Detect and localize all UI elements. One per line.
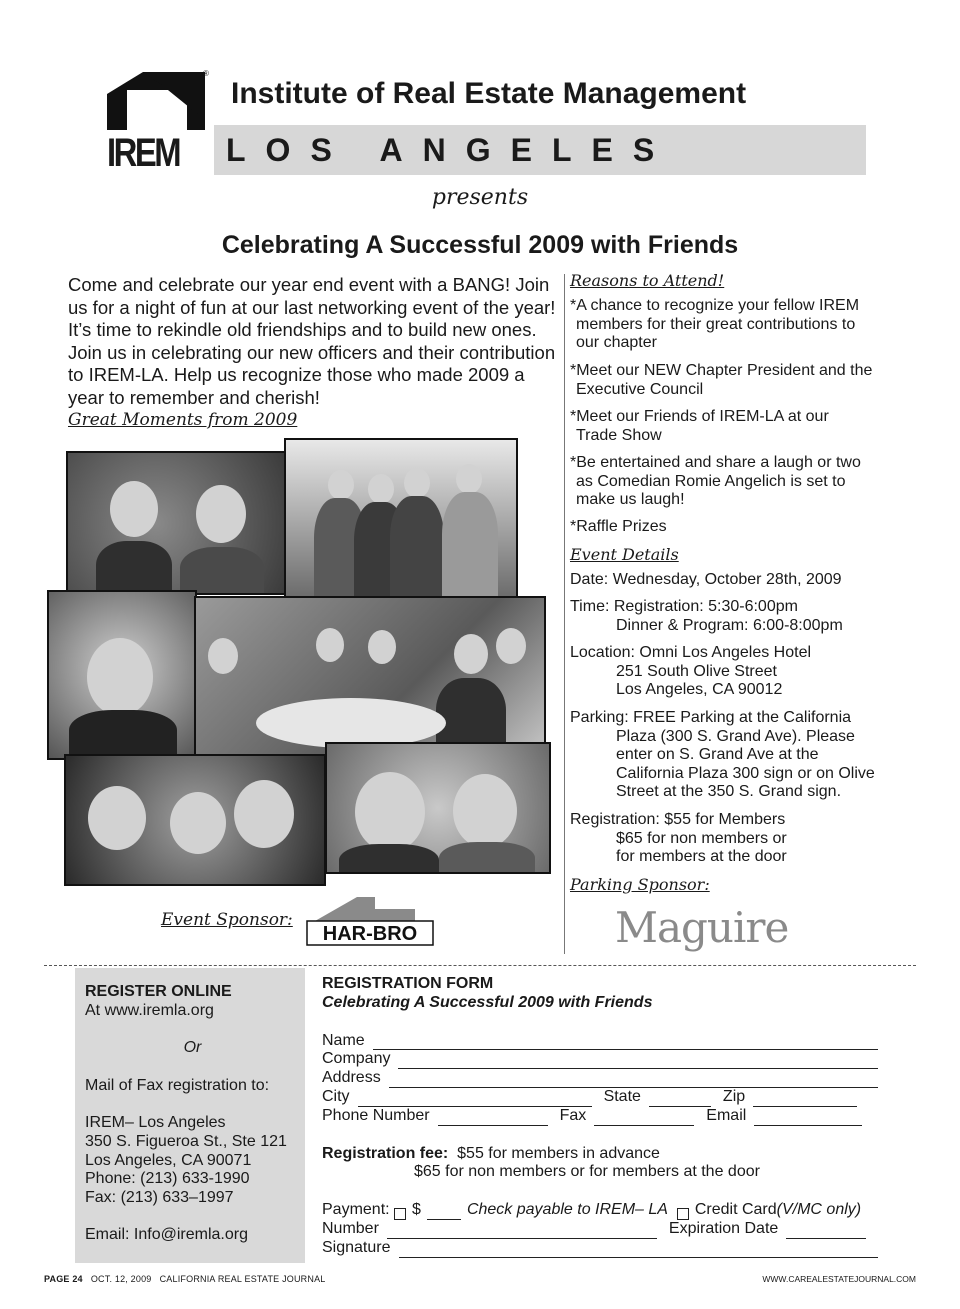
reason-item-1: [570, 297, 900, 353]
address-field[interactable]: [389, 1073, 878, 1088]
reason-line: *Be entertained and share a laugh or two: [570, 454, 861, 471]
registration-line: for members at the door: [616, 848, 787, 865]
org-city: Los Angeles, CA 90071: [85, 1151, 252, 1169]
cut-line: [44, 965, 916, 966]
location-line: Los Angeles, CA 90012: [616, 681, 783, 698]
event-photo-1: [66, 451, 288, 595]
time-line: Dinner & Program: 6:00-8:00pm: [616, 616, 843, 634]
phone-field[interactable]: [438, 1111, 548, 1126]
form-subheading: Celebrating A Successful 2009 with Friends: [322, 993, 653, 1011]
form-heading: REGISTRATION FORM: [322, 975, 494, 992]
address-label: Address: [322, 1069, 381, 1087]
fax-label: Fax: [559, 1106, 587, 1124]
payment-label: Payment:: [322, 1201, 390, 1219]
city-label: City: [322, 1087, 350, 1105]
parking-line: Parking: FREE Parking at the California: [570, 709, 852, 726]
reasons-heading: Reasons to Attend!: [570, 271, 725, 290]
event-photo-3: [47, 590, 197, 760]
register-online-heading: REGISTER ONLINE: [85, 983, 232, 1000]
company-label: Company: [322, 1050, 391, 1068]
expiration-label: Expiration Date: [668, 1219, 779, 1237]
footer-left: [44, 1274, 325, 1284]
state-field[interactable]: [649, 1092, 711, 1107]
signature-label: Signature: [322, 1238, 391, 1256]
chapter-banner: [214, 125, 866, 175]
signature-field[interactable]: [399, 1243, 879, 1258]
city-row: [322, 1088, 892, 1107]
reason-line: members for their great contributions to: [576, 315, 856, 333]
parking-sponsor-label: Parking Sponsor:: [570, 875, 710, 894]
parking-line: Plaza (300 S. Grand Ave). Please: [616, 727, 855, 745]
event-photo-6: [325, 742, 551, 874]
location-line: Location: Omni Los Angeles Hotel: [570, 644, 812, 661]
reason-item-2: [570, 362, 900, 399]
irem-logo-text: IREM: [107, 131, 180, 175]
institute-title: Institute of Real Estate Management: [231, 77, 747, 110]
maguire-logo: Maguire: [615, 903, 789, 952]
reason-item-4: [570, 454, 900, 510]
reason-line: Executive Council: [576, 380, 704, 398]
event-sponsor-label: Event Sponsor:: [161, 910, 293, 930]
org-fax: Fax: (213) 633–1997: [85, 1188, 234, 1206]
registration-line: $65 for non members or: [616, 829, 787, 847]
parking-line: Street at the 350 S. Grand sign.: [616, 783, 842, 800]
time-line: Time: Registration: 5:30-6:00pm: [570, 598, 798, 615]
reason-line: Trade Show: [576, 426, 662, 444]
state-label: State: [603, 1087, 641, 1105]
reason-line: *Raffle Prizes: [570, 518, 667, 535]
event-photo-2: [284, 438, 518, 600]
org-phone: Phone: (213) 633-1990: [85, 1170, 250, 1188]
phone-label: Phone Number: [322, 1106, 430, 1124]
intro-paragraph: Come and celebrate our year end event with a BANG! Join us for a night of fun at our last networking event of the year! It’s time to rekindle old friendships and to build new ones. Join us in celebrating our new officers and their contribution to IREM-LA. Help us recognize those who made 2009 a year to remember and cherish!: [68, 274, 556, 408]
event-registration: [570, 811, 900, 867]
payment-row: [322, 1201, 892, 1220]
location-line: 251 South Olive Street: [616, 662, 777, 680]
fee-members: $55 for members in advance: [457, 1144, 660, 1162]
org-street: 350 S. Figueroa St., Ste 121: [85, 1132, 287, 1150]
harbro-logo: [305, 895, 435, 947]
name-field[interactable]: [373, 1035, 878, 1050]
reason-line: *A chance to recognize your fellow IREM: [570, 297, 860, 314]
journal-name: CALIFORNIA REAL ESTATE JOURNAL: [159, 1274, 326, 1284]
harbro-logo-text: HAR-BRO: [322, 923, 418, 945]
amount-field[interactable]: [427, 1205, 461, 1220]
address-row: [322, 1069, 892, 1088]
parking-line: California Plaza 300 sign or on Olive: [616, 764, 875, 782]
register-site: At www.iremla.org: [85, 1001, 214, 1019]
register-online-box: [75, 968, 305, 1263]
reason-line: our chapter: [576, 334, 657, 351]
event-location: [570, 644, 900, 700]
credit-card-label: Credit Card: [694, 1201, 777, 1219]
issue-date: OCT. 12, 2009: [90, 1274, 152, 1284]
registered-mark: ®: [203, 69, 209, 78]
page-number: PAGE 24: [44, 1274, 83, 1284]
zip-label: Zip: [722, 1087, 746, 1105]
column-divider: [564, 274, 565, 954]
number-label: Number: [322, 1219, 379, 1237]
fee-label: Registration fee:: [322, 1144, 449, 1162]
fee-non-members: $65 for non members or for members at the door: [414, 1163, 760, 1181]
reason-item-5: [570, 518, 900, 537]
check-payable-text: Check payable to IREM– LA: [466, 1201, 668, 1219]
credit-card-note: (V/MC only): [776, 1201, 862, 1219]
city-field[interactable]: [358, 1092, 592, 1107]
presents-text: presents: [431, 185, 529, 210]
moments-heading: Great Moments from 2009: [68, 410, 298, 430]
irem-logo-house-icon: [107, 72, 205, 130]
reason-line: *Meet our Friends of IREM-LA at our: [570, 408, 829, 425]
org-email: Email: Info@iremla.org: [85, 1226, 248, 1244]
reason-item-3: [570, 408, 900, 445]
parking-line: enter on S. Grand Ave at the: [616, 746, 819, 763]
card-number-row: [322, 1220, 892, 1239]
expiration-field[interactable]: [786, 1224, 866, 1239]
or-text: Or: [183, 1039, 202, 1057]
phone-row: [322, 1107, 892, 1126]
reason-line: as Comedian Romie Angelich is set to: [576, 472, 846, 490]
reason-line: make us laugh!: [576, 491, 685, 508]
company-row: [322, 1050, 892, 1069]
name-row: [322, 1032, 892, 1051]
event-details-heading: Event Details: [570, 545, 679, 564]
event-date: Date: Wednesday, October 28th, 2009: [570, 571, 842, 588]
dollar-sign: $: [412, 1201, 421, 1219]
event-photo-4: [194, 596, 546, 760]
registration-line: Registration: $55 for Members: [570, 811, 786, 828]
chapter-name: LOS ANGELES: [226, 132, 675, 168]
mail-fax-text: Mail of Fax registration to:: [85, 1076, 270, 1094]
email-label: Email: [706, 1106, 747, 1124]
event-parking: [570, 709, 900, 802]
registration-form: [322, 975, 892, 1258]
event-time: [570, 598, 900, 635]
signature-row: [322, 1239, 892, 1258]
event-photo-5: [64, 754, 326, 886]
fax-field[interactable]: [594, 1111, 694, 1126]
email-field[interactable]: [754, 1111, 862, 1126]
org-name: IREM– Los Angeles: [85, 1114, 226, 1132]
credit-card-checkbox[interactable]: [677, 1208, 689, 1220]
fee-row: [322, 1145, 892, 1164]
zip-field[interactable]: [753, 1092, 857, 1107]
company-field[interactable]: [398, 1054, 878, 1069]
journal-url: WWW.CAREALESTATEJOURNAL.COM: [762, 1274, 916, 1284]
name-label: Name: [322, 1031, 365, 1049]
reason-line: *Meet our NEW Chapter President and the: [570, 362, 873, 379]
check-checkbox[interactable]: [394, 1208, 406, 1220]
card-number-field[interactable]: [387, 1224, 657, 1239]
event-title: Celebrating A Successful 2009 with Friends: [221, 231, 739, 259]
